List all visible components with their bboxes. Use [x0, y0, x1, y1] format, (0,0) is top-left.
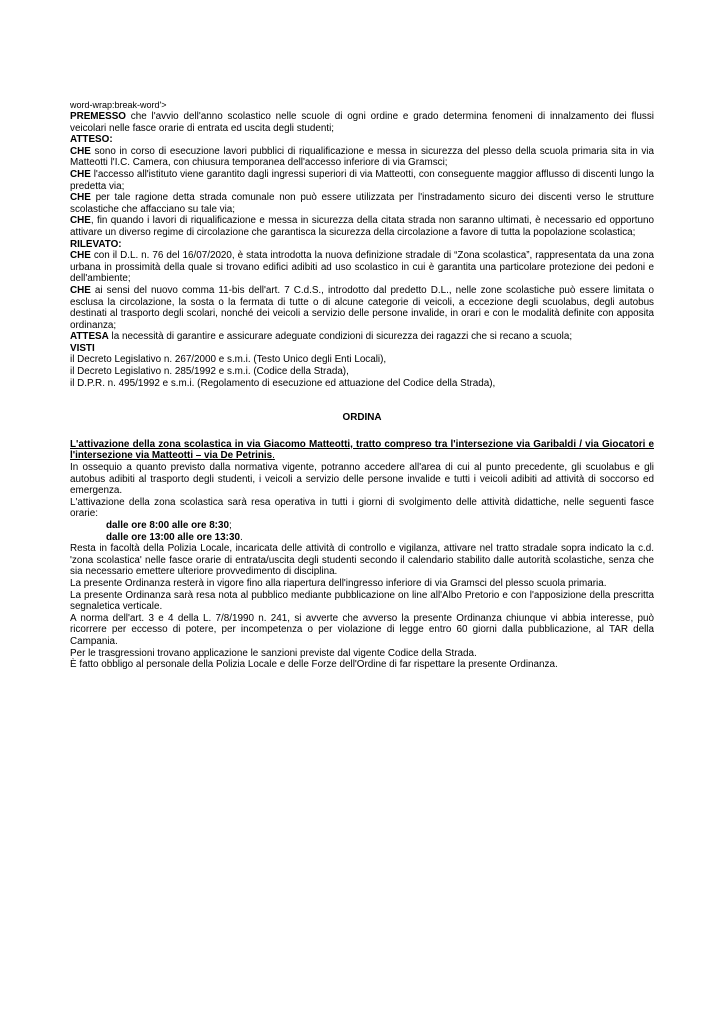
- atteso-text: l'accesso all'istituto viene garantito dagli ingressi superiori di via Matteotti, con conseguente maggior afflusso di discenti lungo la predetta via;: [70, 168, 654, 192]
- ordina-heading: ORDINA: [342, 412, 382, 424]
- ordina-title-text: L'attivazione della zona scolastica in via Giacomo Matteotti, tratto compreso tra l'intersezione via Garibaldi / via Giocatori e l'intersezione via Matteotti – via De Petrinis: [70, 438, 654, 462]
- premesso-keyword: PREMESSO: [70, 111, 126, 122]
- visti-item: il D.P.R. n. 495/1992 e s.m.i. (Regolamento di esecuzione ed attuazione del Codice della Strada),: [70, 377, 496, 389]
- atteso-text: , fin quando i lavori di riqualificazione e messa in sicurezza della citata strada non saranno ultimati, è necessario ed opportuno attivare un diverso regime di circolazione che garantisca la sicurezza della circolazione a favore di tutta la popolazione scolastica;: [70, 215, 654, 238]
- atteso-paragraph: [70, 169, 654, 192]
- rilevato-keyword: CHE: [70, 250, 91, 262]
- time-slot-text: dalle ore 8:00 alle ore 8:30: [106, 520, 229, 531]
- atteso-keyword: CHE: [70, 168, 91, 180]
- atteso-text: per tale ragione detta strada comunale non può essere utilizzata per l'instradamento sicuro dei discenti verso le strutture scolastiche che affacciano su tale via;: [70, 192, 654, 215]
- markup-artifact: word-wrap:break-word'>: [70, 100, 167, 110]
- visti-item: il Decreto Legislativo n. 267/2000 e s.m.i. (Testo Unico degli Enti Locali),: [70, 354, 387, 366]
- attesa-keyword: ATTESA: [70, 331, 109, 343]
- ordina-paragraph: L'attivazione della zona scolastica sarà resa operativa in tutti i giorni di svolgimento delle attività didattiche, nelle seguenti fasce orarie:: [70, 496, 654, 520]
- ordina-title-end: .: [272, 450, 275, 462]
- atteso-paragraph: [70, 146, 654, 169]
- ordina-paragraph: La presente Ordinanza sarà resa nota al pubblico mediante pubblicazione on line all'Albo Pretorio e con l'apposizione della prescritta segnaletica verticale.: [70, 589, 654, 613]
- time-slot: [70, 520, 654, 532]
- rilevato-keyword: CHE: [70, 284, 91, 296]
- rilevato-paragraph: [70, 285, 654, 331]
- atteso-keyword: CHE: [70, 145, 91, 157]
- visti-item: il Decreto Legislativo n. 285/1992 e s.m.i. (Codice della Strada),: [70, 366, 349, 378]
- rilevato-text: con il D.L. n. 76 del 16/07/2020, è stata introdotta la nuova definizione stradale di “Zona scolastica”, rappresentata da una zona urbana in prossimità della quale si trovano edifici adibiti ad uso scolastico in cui è garantita una particolare protezione dei pedoni e dell'ambiente;: [70, 250, 654, 285]
- atteso-heading: ATTESO:: [70, 134, 113, 146]
- atteso-keyword: CHE: [70, 192, 91, 204]
- ordina-paragraph: Per le trasgressioni trovano applicazione le sanzioni previste dal vigente Codice della Strada.: [70, 647, 477, 659]
- ordina-paragraph: A norma dell'art. 3 e 4 della L. 7/8/1990 n. 241, si avverte che avverso la presente Ordinanza chiunque vi abbia interesse, può ricorrere per eccesso di potere, per incompetenza o per violazione di legge entro 60 giorni dalla pubblicazione, al TAR della Campania.: [70, 612, 654, 647]
- visti-heading: VISTI: [70, 342, 95, 354]
- rilevato-text: ai sensi del nuovo comma 11-bis dell'art. 7 C.d.S., introdotto dal predetto D.L., nelle zone scolastiche può essere limitata o esclusa la circolazione, la sosta o la fermata di tutte o di alcune categorie di veicoli, a eccezione degli scuolabus, degli autobus destinati al trasporto degli scolari, nonché dei veicoli a servizio delle persone invalide, in orari e con le modalità definite con apposita ordinanza;: [70, 284, 654, 331]
- ordina-paragraph: È fatto obbligo al personale della Polizia Locale e delle Forze dell'Ordine di far rispettare la presente Ordinanza.: [70, 659, 558, 671]
- rilevato-heading: RILEVATO:: [70, 238, 122, 250]
- ordina-paragraph: Resta in facoltà della Polizia Locale, incaricata delle attività di controllo e vigilanza, attivare nel tratto stradale sopra indicato la c.d. 'zona scolastica' nelle fasce orarie di entrata/uscita degli studenti secondo il calendario stabilito dalle autorità scolastiche, senza che sia necessario emettere ulteriore provvedimento di disciplina.: [70, 543, 654, 578]
- time-slot-text: dalle ore 13:00 alle ore 13:30: [106, 531, 240, 543]
- ordina-title: [70, 439, 654, 462]
- attesa-paragraph: [70, 331, 654, 343]
- atteso-paragraph: [70, 192, 654, 215]
- document-page: [70, 100, 654, 671]
- atteso-paragraph: [70, 215, 654, 238]
- atteso-keyword: CHE: [70, 215, 91, 227]
- time-slot-end: .: [239, 531, 243, 543]
- attesa-text: la necessità di garantire e assicurare adeguate condizioni di sicurezza dei ragazzi che si recano a scuola;: [108, 331, 573, 343]
- time-slot-end: ;: [228, 520, 232, 531]
- ordina-paragraph: In ossequio a quanto previsto dalla normativa vigente, potranno accedere all'area di cui al punto precedente, gli scuolabus e gli autobus adibiti al trasporto degli studenti, i veicoli a servizio delle persone invalide e tutti i veicoli adibiti ad attività di soccorso ed emergenza.: [70, 462, 654, 497]
- premesso-text: che l'avvio dell'anno scolastico nelle scuole di ogni ordine e grado determina fenomeni di innalzamento dei flussi veicolari nelle fasce orarie di entrata ed uscita degli studenti;: [70, 111, 654, 134]
- ordina-paragraph: La presente Ordinanza resterà in vigore fino alla riapertura dell'ingresso inferiore di via Gramsci del plesso scuola primaria.: [70, 577, 607, 589]
- premesso-paragraph: [70, 111, 654, 134]
- time-slot: [70, 532, 654, 544]
- rilevato-paragraph: [70, 250, 654, 285]
- atteso-text: sono in corso di esecuzione lavori pubblici di riqualificazione e messa in sicurezza del plesso della scuola primaria sita in via Matteotti l'I.C. Camera, con chiusura temporanea dell'accesso inferiore di via Gramsci;: [70, 145, 654, 169]
